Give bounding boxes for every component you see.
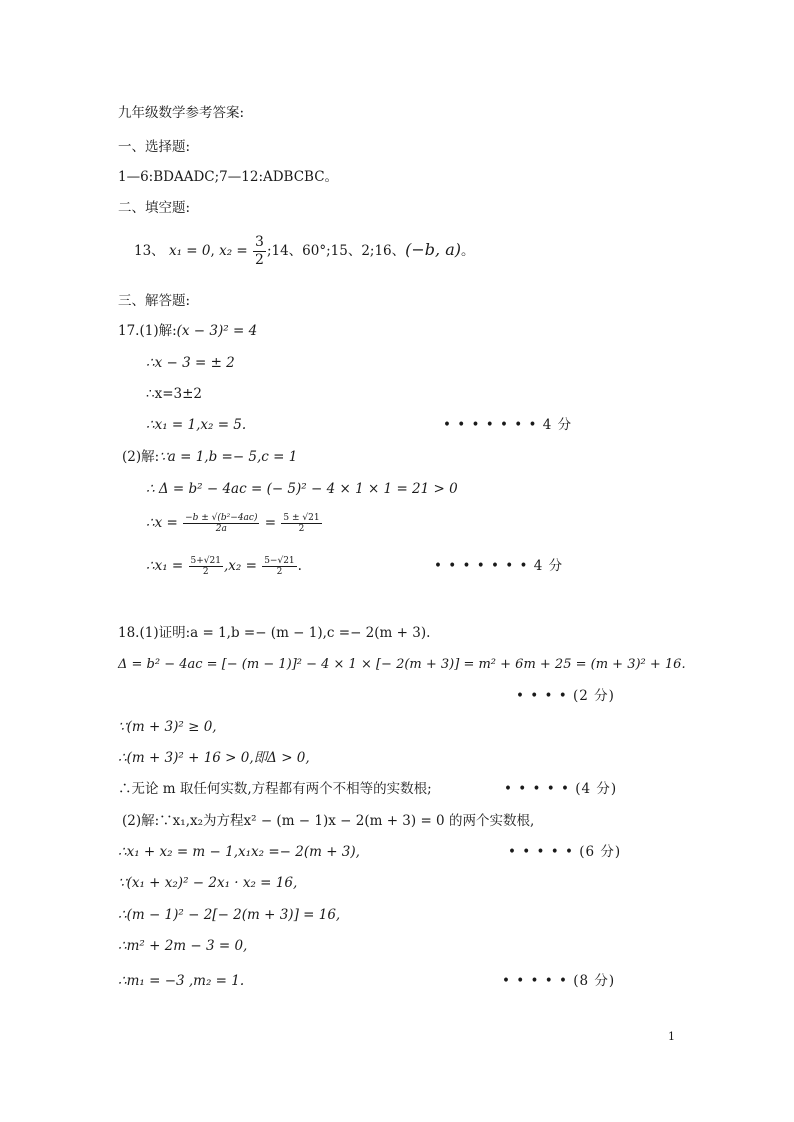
- q18-part2-line1: (2)解:∵x₁,x₂为方程x² − (m − 1)x − 2(m + 3) = 0 的两个实数根,: [122, 813, 535, 829]
- q17-formula-lhs: ∴x =: [146, 515, 178, 531]
- q17-formula-num-2: 5 ± √21: [283, 513, 320, 523]
- q18-score-6: • • • • • (6 分): [508, 844, 622, 860]
- q17-root2-lhs: ,x₂ =: [223, 558, 257, 574]
- q17-root1-lhs: ∴x₁ =: [146, 558, 184, 574]
- q17-part2-line1: [122, 448, 297, 466]
- q17-formula-den-2: 2: [298, 524, 305, 534]
- q17-part1-line2: ∴x − 3 = ± 2: [146, 355, 235, 371]
- q18-part1-conclusion: ∴无论 m 取任何实数,方程都有两个不相等的实数根;: [118, 781, 432, 797]
- q17-part2-roots: [146, 553, 302, 579]
- fill-x2-lhs: x₂ =: [219, 243, 248, 259]
- q18-part1-line1: 18.(1)证明:a = 1,b =− (m − 1),c =− 2(m + 3).: [118, 625, 431, 641]
- q17-part1-line3: ∴x=3±2: [146, 386, 203, 402]
- q18-score-4: • • • • • (4 分): [504, 781, 618, 797]
- q17-score-2: • • • • • • • 4 分: [434, 558, 564, 574]
- q18-part2-line2: ∴x₁ + x₂ = m − 1,x₁x₂ =− 2(m + 3),: [118, 844, 360, 860]
- fill-prefix: 13、: [134, 243, 165, 259]
- q17-formula-num-1: −b ± √(b²−4ac): [185, 513, 258, 523]
- page-number: 1: [668, 1030, 675, 1043]
- q17-formula-den-1: 2a: [215, 524, 227, 534]
- q17-root1-num: 5+√21: [190, 556, 221, 566]
- section-choice-heading: 一、选择题:: [118, 139, 191, 155]
- fill-comma: ,: [210, 243, 215, 259]
- q17-part1-label: 17.(1)解:: [118, 323, 177, 339]
- q17-root2-fraction: [262, 556, 296, 577]
- doc-title: 九年级数学参考答案:: [118, 105, 245, 121]
- q18-part2-line6: ∴m₁ = −3 ,m₂ = 1.: [118, 973, 245, 989]
- fill-rest: ;14、60°;15、2;16、: [266, 243, 406, 259]
- fill-x2-den: 2: [255, 252, 264, 268]
- q18-part2-line4: ∴(m − 1)² − 2[− 2(m + 3)] = 16,: [118, 907, 341, 923]
- q18-part1-line3: ∵(m + 3)² ≥ 0,: [118, 719, 217, 735]
- q17-part2-discriminant: ∴ Δ = b² − 4ac = (− 5)² − 4 × 1 × 1 = 21 > 0: [146, 481, 458, 497]
- q17-root2-den: 2: [276, 567, 283, 577]
- q18-score-8: • • • • • (8 分): [502, 973, 616, 989]
- fill-x2-num: 3: [255, 234, 264, 250]
- section-solution-heading: 三、解答题:: [118, 293, 191, 309]
- q18-score-2: • • • • (2 分): [516, 688, 615, 704]
- q17-formula-fraction-2: [281, 513, 321, 534]
- q17-root2-num: 5−√21: [264, 556, 295, 566]
- fill-x1: x₁ = 0: [168, 243, 211, 259]
- q17-part2-coefficients: ∵a = 1,b =− 5,c = 1: [159, 449, 298, 465]
- q18-part2-line3: ∵(x₁ + x₂)² − 2x₁ · x₂ = 16,: [118, 875, 298, 891]
- fill-answers: [134, 232, 475, 269]
- q17-part2-formula: [146, 510, 323, 536]
- q17-formula-equals: =: [264, 515, 277, 531]
- q17-score-1: • • • • • • • 4 分: [443, 417, 573, 433]
- q17-part1-equation: (x − 3)² = 4: [176, 323, 258, 339]
- q17-part1-line4: ∴x₁ = 1,x₂ = 5.: [146, 417, 247, 433]
- q17-root1-fraction: [189, 556, 223, 577]
- section-fill-heading: 二、填空题:: [118, 200, 191, 216]
- q18-part1-discriminant: Δ = b² − 4ac = [− (m − 1)]² − 4 × 1 × [− 2(m + 3)] = m² + 6m + 25 = (m + 3)² + 16.: [118, 657, 686, 672]
- q18-part2-line5: ∴m² + 2m − 3 = 0,: [118, 938, 248, 954]
- fill-answer-16: (−b, a): [405, 240, 461, 259]
- q17-root1-den: 2: [202, 567, 209, 577]
- q17-formula-fraction-1: [183, 513, 259, 534]
- q17-part1-line1: [118, 322, 257, 340]
- q17-root-end: .: [297, 558, 302, 574]
- fill-end: 。: [461, 243, 475, 259]
- choice-answers: 1—6:BDAADC;7—12:ADBCBC。: [118, 169, 339, 185]
- q18-part1-line4: ∴(m + 3)² + 16 > 0,即Δ > 0,: [118, 750, 310, 766]
- fill-x2-fraction: [253, 234, 266, 269]
- q17-part2-label: (2)解:: [122, 449, 160, 465]
